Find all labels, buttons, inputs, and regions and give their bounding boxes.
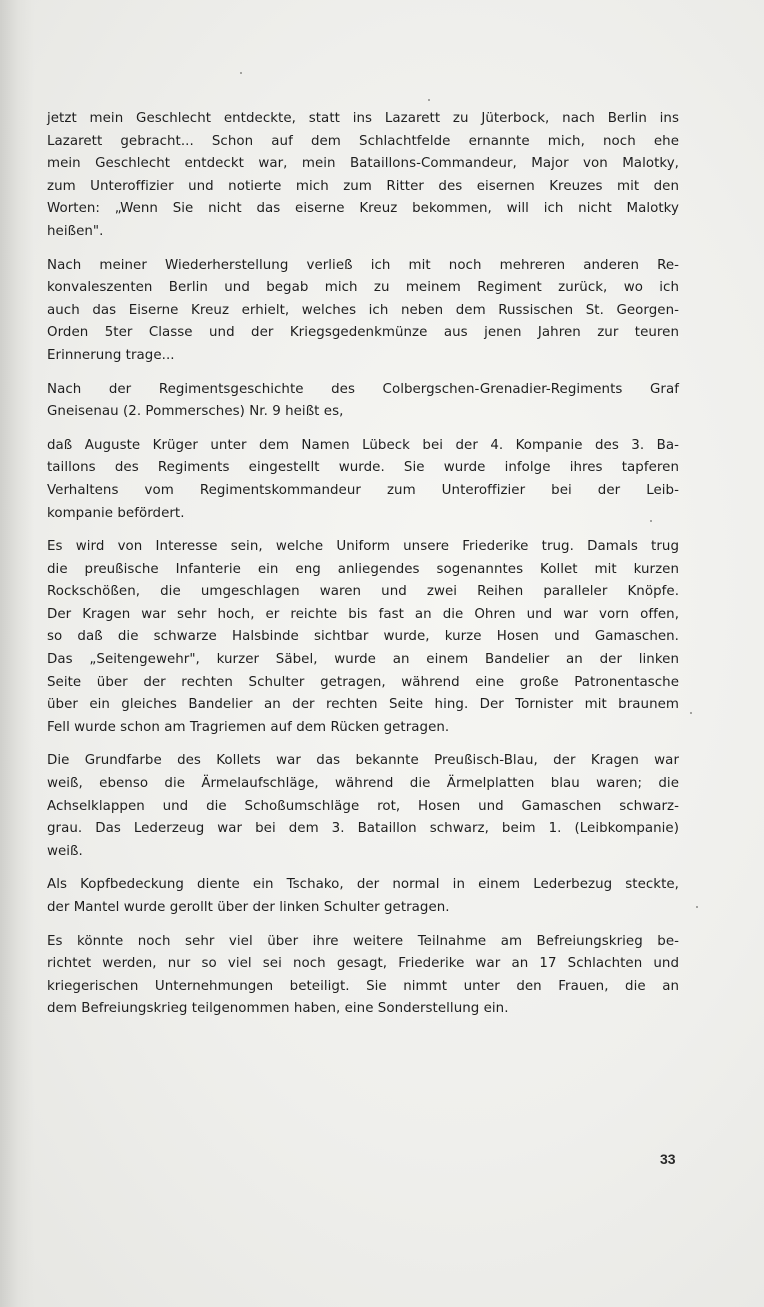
text-line: Als Kopfbedeckung diente ein Tschako, der normal in einem Lederbezug steckte, (47, 877, 679, 893)
text-line: taillons des Regiments eingestellt wurde. Sie wurde infolge ihres tapferen (47, 460, 679, 476)
text-line: Rockschößen, die umgeschlagen waren und zwei Reihen paralleler Knöpfe. (47, 584, 679, 600)
page-number: 33 (660, 1151, 676, 1167)
text-line: Seite über der rechten Schulter getragen, während eine große Patronentasche (47, 674, 679, 690)
text-line: Nach meiner Wiederherstellung verließ ich mit noch mehreren anderen Re- (47, 257, 679, 273)
text-line: Nach der Regimentsgeschichte des Colbergschen-Grenadier-Regiments Graf (47, 381, 679, 397)
text-line: über ein gleiches Bandelier an der rechten Seite hing. Der Tornister mit braunem (47, 697, 679, 713)
text-line: auch das Eiserne Kreuz erhielt, welches ich neben dem Russischen St. Georgen- (47, 302, 679, 318)
text-line: zum Unteroffizier und notierte mich zum Ritter des eisernen Kreuzes mit den (47, 178, 679, 194)
text-line: Erinnerung trage... (47, 347, 175, 363)
text-line: Es könnte noch sehr viel über ihre weitere Teilnahme am Befreiungskrieg be- (47, 933, 679, 949)
text-line: Lazarett gebracht... Schon auf dem Schlachtfelde ernannte mich, noch ehe (47, 133, 679, 149)
paper-speck (690, 712, 692, 714)
paper-speck (240, 72, 242, 74)
text-line: weiß. (47, 843, 83, 859)
text-line: konvaleszenten Berlin und begab mich zu meinem Regiment zurück, wo ich (47, 280, 679, 296)
text-line: Gneisenau (2. Pommersches) Nr. 9 heißt es, (47, 404, 344, 420)
paper-speck (428, 99, 430, 101)
text-line: heißen". (47, 223, 104, 239)
paragraph (47, 931, 679, 1021)
text-line: kompanie befördert. (47, 505, 185, 521)
text-line: daß Auguste Krüger unter dem Namen Lübeck bei der 4. Kompanie des 3. Ba- (47, 437, 679, 453)
text-line: Achselklappen und die Schoßumschläge rot, Hosen und Gamaschen schwarz- (47, 798, 679, 814)
text-line: dem Befreiungskrieg teilgenommen haben, eine Sonderstellung ein. (47, 1001, 509, 1017)
paragraph (47, 108, 679, 244)
text-line: mein Geschlecht entdeckt war, mein Bataillons-Commandeur, Major von Malotky, (47, 156, 679, 172)
paragraph (47, 536, 679, 739)
paragraph (47, 435, 679, 525)
binding-gutter-shadow (0, 0, 34, 1307)
text-line: Orden 5ter Classe und der Kriegsgedenkmünze aus jenen Jahren zur teuren (47, 325, 679, 341)
text-line: Es wird von Interesse sein, welche Uniform unsere Friederike trug. Damals trug (47, 539, 679, 555)
text-line: die preußische Infanterie ein eng anliegendes sogenanntes Kollet mit kurzen (47, 561, 679, 577)
paragraph (47, 874, 679, 919)
body-text (47, 108, 679, 1032)
text-line: so daß die schwarze Halsbinde sichtbar wurde, kurze Hosen und Gamaschen. (47, 629, 679, 645)
text-line: Der Kragen war sehr hoch, er reichte bis fast an die Ohren und war vorn offen, (47, 606, 679, 622)
text-line: Fell wurde schon am Tragriemen auf dem Rücken getragen. (47, 719, 450, 735)
paragraph (47, 379, 679, 424)
text-line: Das „Seitengewehr", kurzer Säbel, wurde an einem Bandelier an der linken (47, 652, 679, 668)
text-line: grau. Das Lederzeug war bei dem 3. Bataillon schwarz, beim 1. (Leibkompanie) (47, 821, 679, 837)
paper-speck (696, 906, 698, 908)
text-line: kriegerischen Unternehmungen beteiligt. Sie nimmt unter den Frauen, die an (47, 978, 679, 994)
paragraph (47, 255, 679, 368)
text-line: jetzt mein Geschlecht entdeckte, statt ins Lazarett zu Jüterbock, nach Berlin ins (47, 111, 679, 126)
text-line: Worten: „Wenn Sie nicht das eiserne Kreuz bekommen, will ich nicht Malotky (47, 201, 679, 217)
paragraph (47, 750, 679, 863)
text-line: der Mantel wurde gerollt über der linken Schulter getragen. (47, 900, 450, 915)
text-line: richtet werden, nur so viel sei noch gesagt, Friederike war an 17 Schlachten und (47, 956, 679, 972)
text-line: weiß, ebenso die Ärmelaufschläge, während die Ärmelplatten blau waren; die (47, 776, 679, 792)
text-line: Verhaltens vom Regimentskommandeur zum Unteroffizier bei der Leib- (47, 482, 679, 498)
text-line: Die Grundfarbe des Kollets war das bekannte Preußisch-Blau, der Kragen war (47, 753, 679, 769)
